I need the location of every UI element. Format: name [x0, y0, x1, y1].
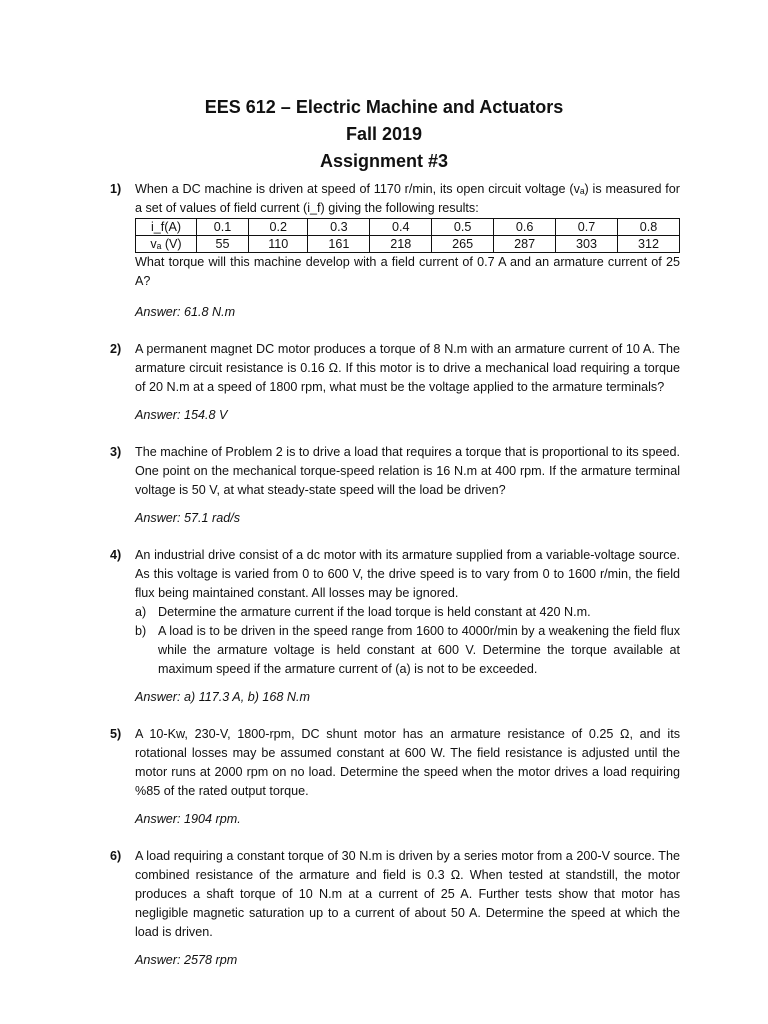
table-cell: 55: [197, 236, 249, 253]
problem-text: A load requiring a constant torque of 30 N.m is driven by a series motor from a 200-V source. The combined resistance of the armature and field is 0.3 Ω. When tested at standstill, the motor produces a shaft torque of 10 N.m at a current of 25 A. Further tests show that motor has negligible magnetic saturation up to a current of about 50 A. Determine the speed at which the load is driven.: [135, 849, 680, 939]
row-header-va: vₐ (V): [136, 236, 197, 253]
answer: Answer: 1904 rpm.: [135, 812, 241, 826]
table-cell: 265: [432, 236, 494, 253]
sub-question-text: Determine the armature current if the load torque is held constant at 420 N.m.: [158, 605, 591, 619]
table-cell: 303: [556, 236, 618, 253]
table-cell: 218: [370, 236, 432, 253]
sub-question-a: [135, 603, 680, 622]
problem-text: A 10-Kw, 230-V, 1800-rpm, DC shunt motor has an armature resistance of 0.25 Ω, and its rotational losses may be assumed constant at 600 W. The field resistance is adjusted until the motor runs at 2000 rpm on no load. Determine the speed when the motor drives a load requiring %85 of the rated output torque.: [135, 727, 680, 798]
table-cell: 0.4: [370, 219, 432, 236]
problem-number: 1): [110, 182, 122, 196]
table-cell: 0.7: [556, 219, 618, 236]
problem-4: [110, 546, 680, 707]
table-row: [136, 219, 680, 236]
table-cell: 110: [249, 236, 308, 253]
field-current-table: [135, 218, 680, 253]
problem-1: [110, 180, 680, 322]
answer: Answer: 2578 rpm: [135, 953, 238, 967]
answer: Answer: 61.8 N.m: [135, 305, 236, 319]
term-title: Fall 2019: [345, 124, 423, 144]
sub-question-text: A load is to be driven in the speed range from 1600 to 4000r/min by a weakening the field flux while the armature voltage is held constant at 600 V. Determine the torque available at maximum speed if the armature current of (a) is not to be exceeded.: [158, 624, 680, 676]
problem-number: 4): [110, 548, 122, 562]
answer: Answer: 57.1 rad/s: [135, 511, 240, 525]
problem-list: [110, 180, 680, 970]
row-header-if: i_f(A): [136, 219, 197, 236]
table-cell: 0.6: [494, 219, 556, 236]
table-cell: 161: [308, 236, 370, 253]
title-block: [0, 94, 768, 175]
problem-text: The machine of Problem 2 is to drive a load that requires a torque that is proportional to its speed. One point on the mechanical torque-speed relation is 16 N.m at 400 rpm. If the armature terminal voltage is 50 V, at what steady-state speed will the load be driven?: [135, 445, 680, 497]
table-cell: 312: [617, 236, 679, 253]
problem-3: [110, 443, 680, 528]
problem-number: 6): [110, 849, 122, 863]
course-title: EES 612 – Electric Machine and Actuators: [204, 97, 564, 117]
problem-number: 5): [110, 727, 122, 741]
table-cell: 0.3: [308, 219, 370, 236]
problem-2: [110, 340, 680, 425]
problem-number: 2): [110, 342, 122, 356]
problem-number: 3): [110, 445, 122, 459]
problem-6: [110, 847, 680, 970]
problem-text: An industrial drive consist of a dc motor with its armature supplied from a variable-voltage source. As this voltage is varied from 0 to 600 V, the drive speed is to vary from 0 to 1600 r/min, the field flux being maintained constant. All losses may be ignored.: [135, 548, 680, 600]
table-cell: 287: [494, 236, 556, 253]
answer: Answer: a) 117.3 A, b) 168 N.m: [135, 690, 310, 704]
answer: Answer: 154.8 V: [135, 408, 228, 422]
sub-question-label: a): [135, 605, 147, 619]
sub-question-label: b): [135, 624, 147, 638]
problem-text: When a DC machine is driven at speed of 1170 r/min, its open circuit voltage (vₐ) is measured for a set of values of field current (i_f) giving the following results:: [135, 182, 680, 215]
problem-text-after: What torque will this machine develop with a field current of 0.7 A and an armature current of 25 A?: [135, 255, 680, 288]
table-cell: 0.2: [249, 219, 308, 236]
table-cell: 0.5: [432, 219, 494, 236]
table-cell: 0.8: [617, 219, 679, 236]
sub-question-list: [135, 603, 680, 679]
table-cell: 0.1: [197, 219, 249, 236]
problem-text: A permanent magnet DC motor produces a torque of 8 N.m with an armature current of 10 A. The armature circuit resistance is 0.16 Ω. If this motor is to drive a mechanical load requiring a torque of 20 N.m at a speed of 1800 rpm, what must be the voltage applied to the armature terminals?: [135, 342, 680, 394]
problem-5: [110, 725, 680, 829]
assignment-title: Assignment #3: [319, 151, 449, 171]
table-row: [136, 236, 680, 253]
sub-question-b: [135, 622, 680, 679]
